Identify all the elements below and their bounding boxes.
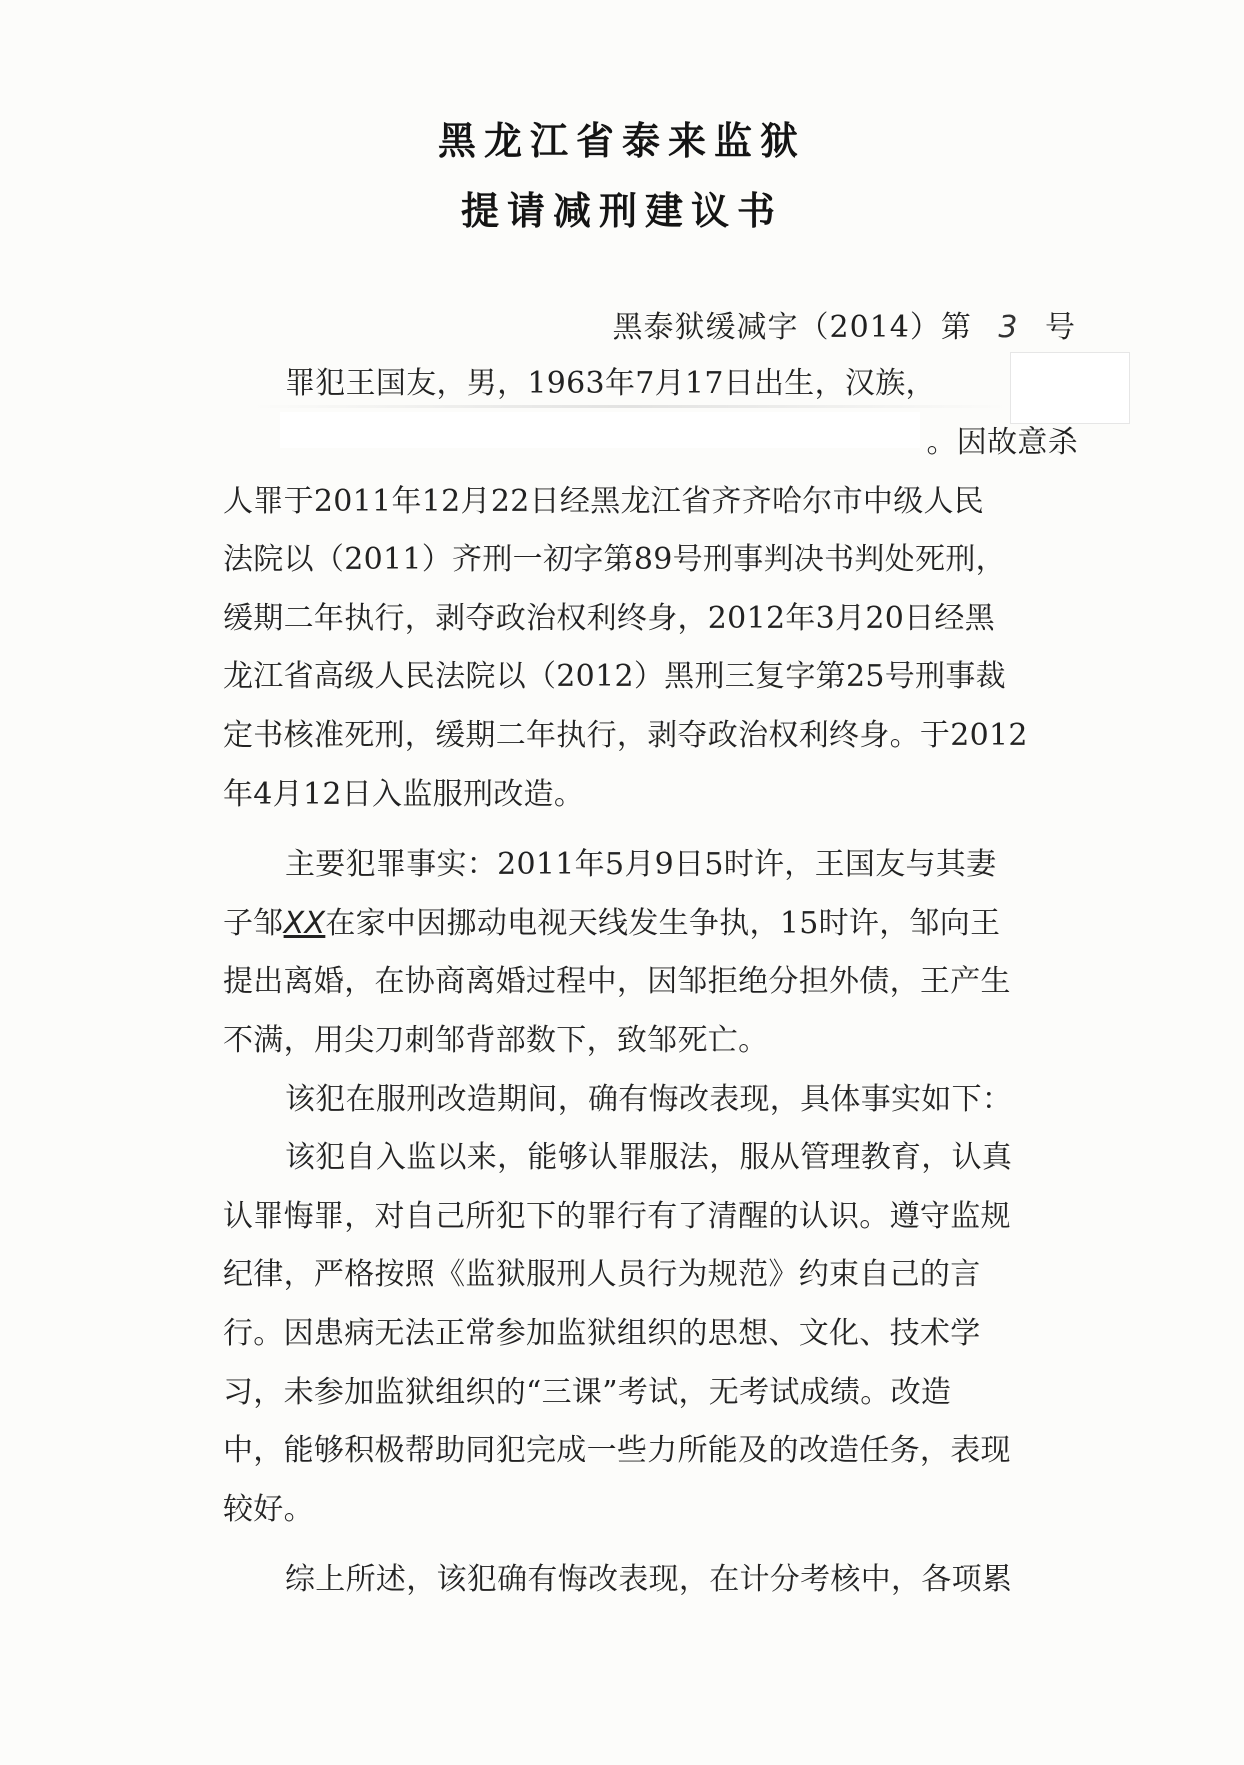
- body-line: 认罪悔罪，对自己所犯下的罪行有了清醒的认识。遵守监规: [223, 1199, 1011, 1234]
- body-line: 综上所述，该犯确有悔改表现，在计分考核中，各项累: [285, 1562, 1013, 1597]
- body-line: 龙江省高级人民法院以（2012）黑刑三复字第25号刑事裁: [223, 659, 1006, 694]
- body-line: 不满，用尖刀刺邹背部数下，致邹死亡。: [223, 1023, 769, 1058]
- body-text: 在家中因挪动电视天线发生争执，15时许，邹向王: [325, 906, 1001, 941]
- body-line: 提出离婚，在协商离婚过程中，因邹拒绝分担外债，王产生: [223, 964, 1011, 999]
- body-line: 习，未参加监狱组织的“三课”考试，无考试成绩。改造: [223, 1375, 952, 1410]
- body-line: 年4月12日入监服刑改造。: [223, 777, 585, 812]
- body-line: [223, 904, 1078, 944]
- body-line: 罪犯王国友，男，1963年7月17日出生，汉族，: [285, 366, 936, 401]
- body-line: 人罪于2011年12月22日经黑龙江省齐齐哈尔市中级人民: [223, 484, 985, 519]
- document-number: [613, 302, 1076, 346]
- body-line: 法院以（2011）齐刑一初字第89号刑事判决书判处死刑，: [223, 542, 1006, 577]
- body-text: 子邹: [223, 906, 284, 941]
- document-title-line1: 黑龙江省泰来监狱: [437, 119, 806, 163]
- body-line: 较好。: [223, 1492, 314, 1527]
- document-number-handwritten: 3: [998, 310, 1019, 345]
- body-line: 主要犯罪事实：2011年5月9日5时许，王国友与其妻: [285, 847, 997, 882]
- body-line: 定书核准死刑，缓期二年执行，剥夺政治权利终身。于2012: [223, 718, 1028, 753]
- body-line: 行。因患病无法正常参加监狱组织的思想、文化、技术学: [223, 1316, 981, 1351]
- scan-smudge: [250, 405, 1010, 408]
- body-line: 该犯在服刑改造期间，确有悔改表现，具体事实如下：: [285, 1082, 1013, 1117]
- document-number-suffix: 号: [1045, 310, 1076, 345]
- document-number-prefix: 黑泰狱缓减字（2014）第: [612, 310, 972, 345]
- body-line: 中，能够积极帮助同犯完成一些力所能及的改造任务，表现: [223, 1433, 1011, 1468]
- redacted-name-mark: XX: [283, 906, 326, 941]
- body-line: 缓期二年执行，剥夺政治权利终身，2012年3月20日经黑: [223, 601, 996, 636]
- document-title-line2: 提请减刑建议书: [460, 189, 783, 233]
- body-line: 。因故意杀: [926, 425, 1078, 460]
- body-line: 纪律，严格按照《监狱服刑人员行为规范》约束自己的言: [223, 1257, 981, 1292]
- body-line: 该犯自入监以来，能够认罪服法，服从管理教育，认真: [285, 1140, 1013, 1175]
